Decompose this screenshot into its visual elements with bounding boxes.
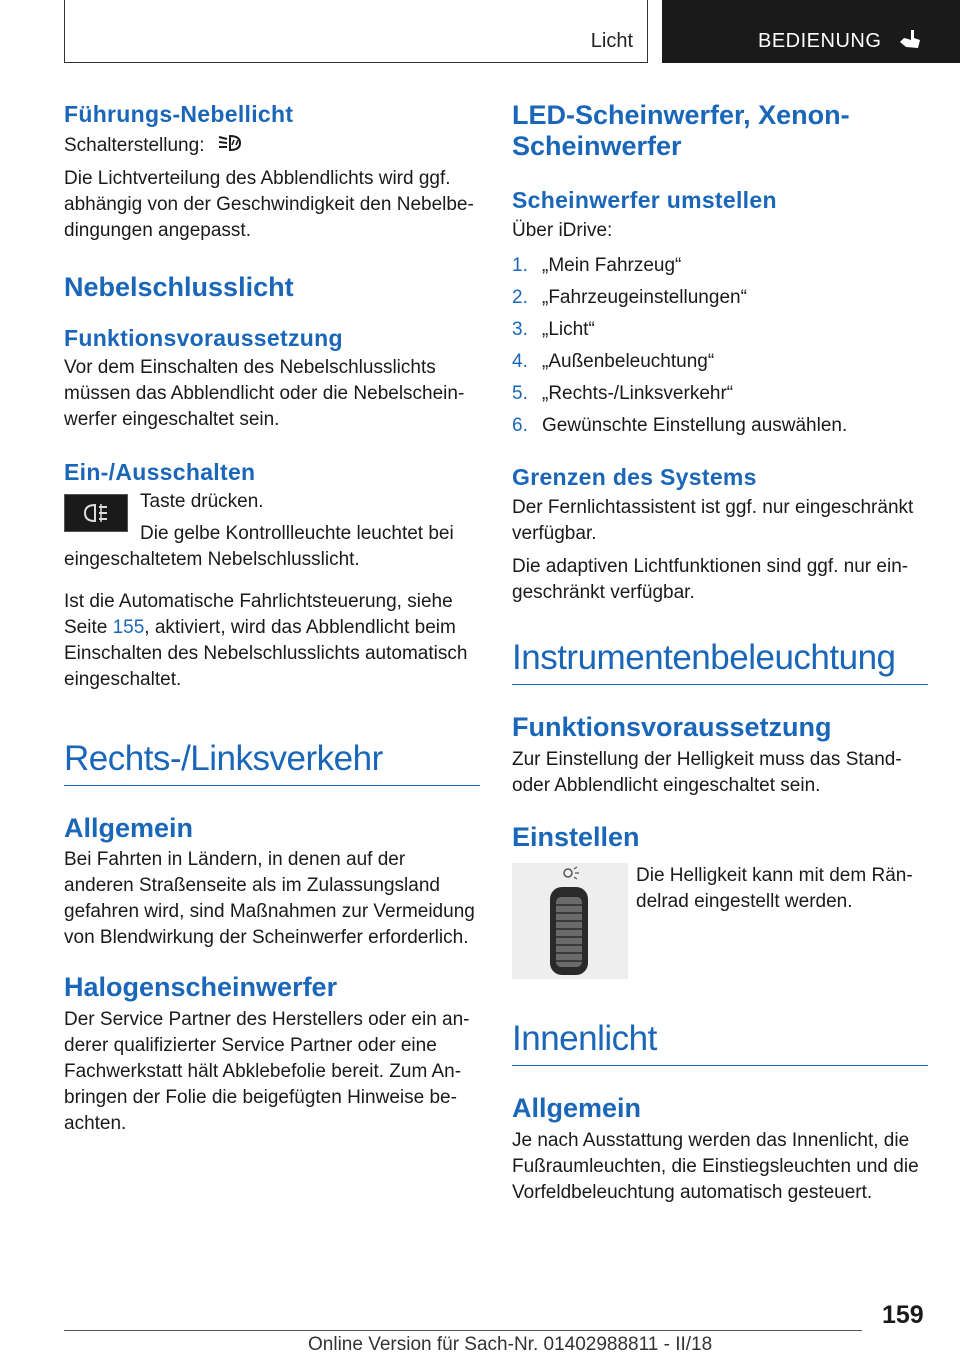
page-link-155[interactable]: 155 [112, 617, 145, 638]
step-text: „Rechts-/Linksverkehr“ [542, 383, 734, 404]
step-text: „Fahrzeugeinstellungen“ [542, 287, 747, 308]
nebel-voraussetzung-text: Vor dem Einschalten des Nebelschlusslichts müssen das Abblendlicht oder die Nebelschein‐ werfer eingeschaltet sein. [64, 357, 465, 430]
idrive-step [512, 410, 928, 442]
step-number: 3. [512, 319, 528, 340]
heading-allgemein-verkehr: Allgemein [64, 813, 194, 843]
step-text: „Mein Fahrzeug“ [542, 255, 682, 276]
header-section-title: Licht [590, 30, 633, 52]
footer-online-version: Online Version für Sach-Nr. 01402988811 - II/18 [308, 1334, 713, 1355]
verkehr-allgemein-text: Bei Fahrten in Ländern, in denen auf der anderen Straßenseite als im Zulassungsland gefahren wird, sind Maßnahmen zur Vermeidung von Blendwirkung der Scheinwerfer erforderlich. [64, 849, 475, 948]
heading-grenzen-des-systems: Grenzen des Systems [512, 464, 757, 490]
chapter-rechts-linksverkehr: Rechts-/Linksverkehr [64, 739, 480, 786]
step-text: „Licht“ [542, 319, 595, 340]
kontrollleuchte-text-b: eingeschaltetem Nebelschlusslicht. [64, 549, 360, 570]
step-number: 5. [512, 383, 528, 404]
left-column [64, 100, 480, 1137]
fog-button-block [64, 489, 480, 573]
heading-halogenscheinwerfer: Halogenscheinwerfer [64, 972, 338, 1002]
step-number: 2. [512, 287, 528, 308]
idrive-step [512, 378, 928, 410]
idrive-step [512, 346, 928, 378]
taste-druecken: Taste drücken. [140, 491, 264, 512]
heading-led-xenon: LED-Scheinwerfer, Xenon-Scheinwerfer [512, 100, 850, 161]
automatik-text [64, 589, 480, 693]
grenzen-text-b: Die adaptiven Lichtfunktionen sind ggf. nur ein‐ geschränkt verfügbar. [512, 556, 909, 603]
step-number: 1. [512, 255, 528, 276]
schalterstellung-line [64, 132, 480, 159]
header-chapter-label: BEDIENUNG [758, 30, 882, 52]
thumbwheel-image [512, 863, 628, 979]
heading-scheinwerfer-umstellen: Scheinwerfer umstellen [512, 187, 777, 213]
schalterstellung-label: Schalterstellung: [64, 135, 205, 156]
page-number: 159 [882, 1301, 924, 1329]
chapter-innenlicht: Innenlicht [512, 1019, 928, 1066]
halogen-text: Der Service Partner des Herstellers oder ein an‐ derer qualifizierter Service Partner oder eine Fachwerkstatt hält Abklebefolie bereit. Zum An‐ bringen der Folie die beigefügten Hinweise be‐ achten. [64, 1009, 470, 1134]
rear-fog-button-image [64, 494, 128, 532]
ueber-idrive: Über iDrive: [512, 220, 613, 241]
step-text: „Außenbeleuchtung“ [542, 351, 715, 372]
idrive-steps-list [512, 250, 928, 442]
automatik-text-a: Ist die Automatische Fahrlichtsteuerung, siehe Seite [64, 591, 453, 638]
einstellen-text: Die Helligkeit kann mit dem Rän‐ delrad eingestellt werden. [636, 865, 913, 912]
header-section-box [64, 0, 648, 63]
idrive-step [512, 282, 928, 314]
heading-nebelschlusslicht: Nebelschlusslicht [64, 272, 294, 302]
heading-ein-ausschalten: Ein-/Ausschalten [64, 459, 256, 485]
instrument-voraussetzung-text: Zur Einstellung der Helligkeit muss das Stand- oder Abblendlicht eingeschaltet sein. [512, 749, 902, 796]
fuehrungs-text: Die Lichtverteilung des Abblendlichts wird ggf. abhängig von der Geschwindigkeit den Nebelbe‐ dingungen angepasst. [64, 168, 474, 241]
footer-divider [64, 1330, 862, 1331]
right-column [512, 100, 928, 1206]
step-number: 6. [512, 415, 528, 436]
kontrollleuchte-text-a: Die gelbe Kontrollleuchte leuchtet bei [140, 523, 454, 544]
rear-fog-light-icon [65, 495, 127, 531]
step-text: Gewünschte Einstellung auswählen. [542, 415, 848, 436]
heading-funktionsvoraussetzung-instrument: Funktionsvoraussetzung [512, 712, 832, 742]
idrive-step [512, 250, 928, 282]
heading-allgemein-innenlicht: Allgemein [512, 1093, 642, 1123]
heading-einstellen: Einstellen [512, 822, 640, 852]
einstellen-block [512, 863, 928, 979]
heading-fuehrungs-nebellicht: Führungs-Nebellicht [64, 101, 294, 127]
innenlicht-text: Je nach Ausstattung werden das Innenlicht, die Fußraumleuchten, die Einstiegsleuchten und die Vorfeldbeleuchtung automatisch gesteuert. [512, 1130, 919, 1203]
grenzen-text-a: Der Fernlichtassistent ist ggf. nur eingeschränkt verfügbar. [512, 497, 914, 544]
idrive-step [512, 314, 928, 346]
header-chapter-tab [662, 0, 960, 63]
fog-light-symbol-icon [216, 132, 244, 154]
hand-pointer-icon [896, 26, 924, 54]
thumbwheel-icon [512, 863, 628, 979]
heading-funktionsvoraussetzung-nebel: Funktionsvoraussetzung [64, 325, 343, 351]
chapter-instrumentenbeleuchtung: Instrumentenbeleuchtung [512, 638, 928, 685]
step-number: 4. [512, 351, 528, 372]
automatik-text-b: , aktiviert, wird das Abblendlicht beim Einschalten des Nebelschlusslichts automatisch eingeschaltet. [64, 617, 468, 690]
